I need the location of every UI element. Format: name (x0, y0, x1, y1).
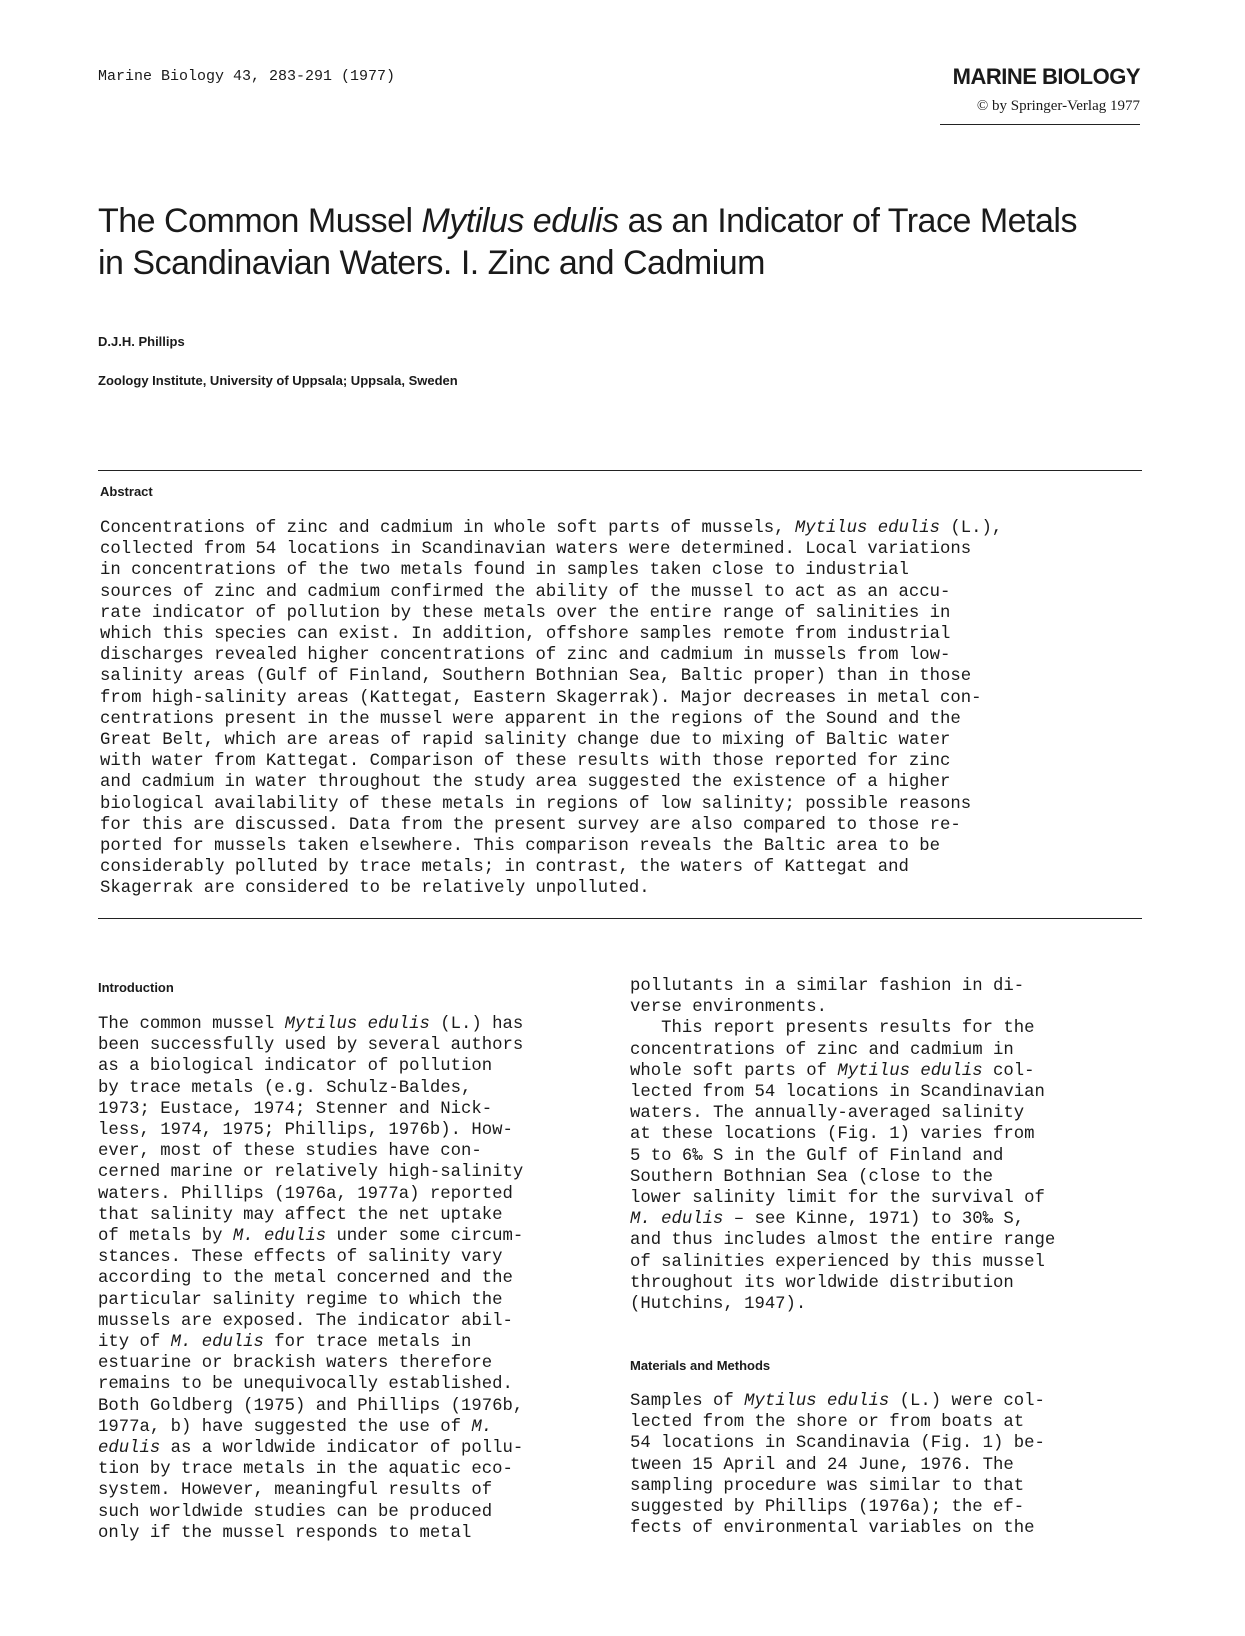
text-line: Skagerrak are considered to be relatively unpolluted. (100, 879, 650, 899)
text-line: 1977a, b) have suggested the use of M. (98, 1417, 493, 1437)
text-line: only if the mussel responds to metal (98, 1523, 472, 1543)
text-line: rate indicator of pollution by these metals over the entire range of salinities in (100, 603, 951, 623)
text-line: Both Goldberg (1975) and Phillips (1976b, (98, 1396, 524, 1416)
text-line: at these locations (Fig. 1) varies from (630, 1125, 1035, 1145)
text-line: as a biological indicator of pollution (98, 1057, 493, 1077)
author-affiliation: Zoology Institute, University of Uppsala; Uppsala, Sweden (98, 373, 458, 388)
header-divider (940, 124, 1140, 125)
text-line: sources of zinc and cadmium confirmed the ability of the mussel to act as an accu- (100, 582, 951, 602)
title-part-2: as an Indicator of Trace Metals (618, 202, 1077, 240)
abstract-heading: Abstract (100, 484, 153, 499)
text-line: The common mussel Mytilus edulis (L.) has (98, 1015, 524, 1034)
abstract-body (100, 518, 1170, 900)
text-line: whole soft parts of Mytilus edulis col- (630, 1061, 1035, 1081)
text-line: Great Belt, which are areas of rapid salinity change due to mixing of Baltic water (100, 731, 951, 751)
text-line: 1973; Eustace, 1974; Stenner and Nick- (98, 1099, 493, 1119)
text-line: ported for mussels taken elsewhere. This comparison reveals the Baltic area to be (100, 837, 941, 857)
text-line: This report presents results for the (630, 1019, 1035, 1039)
text-line: discharges revealed higher concentrations of zinc and cadmium in mussels from low- (100, 646, 951, 666)
text-line: lower salinity limit for the survival of (630, 1189, 1045, 1209)
author-name: D.J.H. Phillips (98, 334, 185, 349)
abstract-top-rule (98, 470, 1142, 471)
text-line: lected from 54 locations in Scandinavian (630, 1083, 1045, 1103)
text-line: ity of M. edulis for trace metals in (98, 1333, 472, 1353)
text-line: 54 locations in Scandinavia (Fig. 1) be- (630, 1434, 1045, 1454)
text-line: pollutants in a similar fashion in di- (630, 977, 1025, 996)
text-line: verse environments. (630, 998, 828, 1018)
materials-methods-body (630, 1391, 1150, 1539)
text-line: throughout its worldwide distribution (630, 1273, 1014, 1293)
text-line: collected from 54 locations in Scandinavian waters were determined. Local variations (100, 540, 972, 560)
text-line: biological availability of these metals in regions of low salinity; possible reasons (100, 794, 972, 814)
title-line-2: in Scandinavian Waters. I. Zinc and Cadmium (98, 244, 765, 282)
text-line: waters. The annually-averaged salinity (630, 1104, 1025, 1124)
text-line: by trace metals (e.g. Schulz-Baldes, (98, 1078, 472, 1098)
text-line: edulis as a worldwide indicator of pollu- (98, 1439, 524, 1459)
text-line: concentrations of zinc and cadmium in (630, 1040, 1014, 1060)
text-line: tion by trace metals in the aquatic eco- (98, 1460, 513, 1480)
journal-name: MARINE BIOLOGY (952, 64, 1140, 89)
text-line: less, 1974, 1975; Phillips, 1976b). How- (98, 1121, 513, 1141)
text-line: (Hutchins, 1947). (630, 1295, 807, 1315)
text-line: of salinities experienced by this mussel (630, 1252, 1045, 1272)
text-line: salinity areas (Gulf of Finland, Southern Bothnian Sea, Baltic proper) than in those (100, 667, 972, 687)
text-line: ever, most of these studies have con- (98, 1142, 482, 1162)
text-line: sampling procedure was similar to that (630, 1476, 1025, 1496)
text-line: been successfully used by several authors (98, 1036, 524, 1056)
text-line: in concentrations of the two metals found in samples taken close to industrial (100, 561, 909, 581)
text-line: stances. These effects of salinity vary (98, 1248, 503, 1268)
copyright-line: © by Springer-Verlag 1977 (976, 98, 1140, 114)
materials-methods-heading: Materials and Methods (630, 1358, 771, 1373)
text-line: according to the metal concerned and the (98, 1269, 513, 1289)
text-line: fects of environmental variables on the (630, 1519, 1035, 1539)
text-line: particular salinity regime to which the (98, 1290, 503, 1310)
text-line: 5 to 6‰ S in the Gulf of Finland and (630, 1146, 1004, 1166)
title-species: Mytilus edulis (421, 202, 619, 240)
text-line: of metals by M. edulis under some circum- (98, 1227, 524, 1247)
text-line: and cadmium in water throughout the study area suggested the existence of a higher (100, 773, 951, 793)
introduction-heading: Introduction (98, 980, 174, 995)
text-line: waters. Phillips (1976a, 1977a) reported (98, 1184, 513, 1204)
text-line: with water from Kattegat. Comparison of these results with those reported for zinc (100, 752, 951, 772)
text-line: remains to be unequivocally established. (98, 1375, 513, 1395)
text-line: Samples of Mytilus edulis (L.) were col- (630, 1392, 1045, 1411)
text-line: mussels are exposed. The indicator abil- (98, 1311, 513, 1331)
text-line: Concentrations of zinc and cadmium in whole soft parts of mussels, Mytilus edulis (L.), (100, 519, 1003, 538)
text-line: considerably polluted by trace metals; in contrast, the waters of Kattegat and (100, 858, 909, 878)
text-line: M. edulis – see Kinne, 1971) to 30‰ S, (630, 1210, 1025, 1230)
text-line: that salinity may affect the net uptake (98, 1205, 503, 1225)
journal-citation: Marine Biology 43, 283-291 (1977) (98, 68, 396, 85)
text-line: lected from the shore or from boats at (630, 1413, 1025, 1433)
text-line: such worldwide studies can be produced (98, 1502, 493, 1522)
text-line: Southern Bothnian Sea (close to the (630, 1167, 993, 1187)
text-line: suggested by Phillips (1976a); the ef- (630, 1498, 1025, 1518)
text-line: tween 15 April and 24 June, 1976. The (630, 1455, 1014, 1475)
text-line: and thus includes almost the entire range (630, 1231, 1056, 1251)
text-line: cerned marine or relatively high-salinity (98, 1163, 524, 1183)
text-line: from high-salinity areas (Kattegat, Eastern Skagerrak). Major decreases in metal con- (100, 688, 982, 708)
introduction-body (98, 1014, 618, 1544)
text-line: for this are discussed. Data from the present survey are also compared to those re- (100, 815, 961, 835)
title-part-1: The Common Mussel (98, 202, 422, 240)
text-line: centrations present in the mussel were apparent in the regions of the Sound and the (100, 709, 961, 729)
introduction-continued (630, 976, 1150, 1315)
text-line: which this species can exist. In addition, offshore samples remote from industrial (100, 625, 951, 645)
text-line: estuarine or brackish waters therefore (98, 1354, 493, 1374)
paper-title (98, 200, 1178, 284)
text-line: system. However, meaningful results of (98, 1481, 493, 1501)
abstract-bottom-rule (98, 918, 1142, 919)
